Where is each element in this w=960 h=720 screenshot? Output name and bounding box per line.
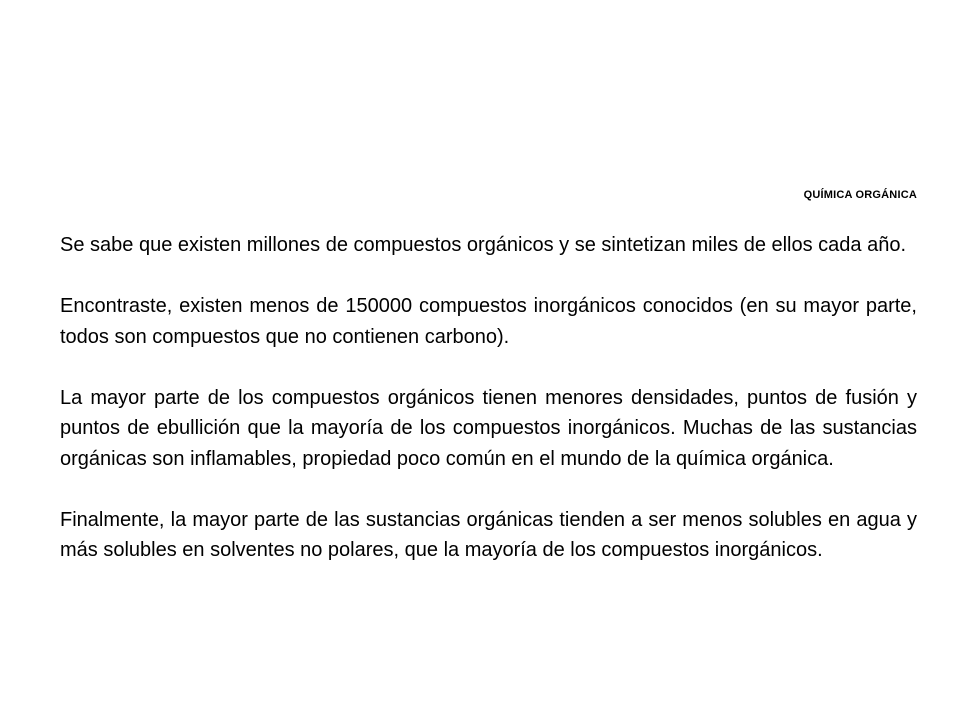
- paragraph-2: Encontraste, existen menos de 150000 compuestos inorgánicos conocidos (en su mayor parte, todos son compuestos que no contienen carbono).: [60, 295, 917, 348]
- paragraph-4: Finalmente, la mayor parte de las sustancias orgánicas tienden a ser menos solubles en agua y más solubles en solventes no polares, que la mayoría de los compuestos inorgánicos.: [60, 508, 917, 561]
- paragraph-1: Se sabe que existen millones de compuestos orgánicos y se sintetizan miles de ellos cada año.: [60, 234, 907, 256]
- slide-header-title: QUÍMICA ORGÁNICA: [803, 189, 917, 201]
- paragraph-3: La mayor parte de los compuestos orgánicos tienen menores densidades, puntos de fusión y puntos de ebullición que la mayoría de los compuestos inorgánicos. Muchas de las sustancias orgánicas son inflamables, propiedad poco común en el mundo de la química orgánica.: [60, 386, 917, 470]
- slide-body: [60, 230, 917, 566]
